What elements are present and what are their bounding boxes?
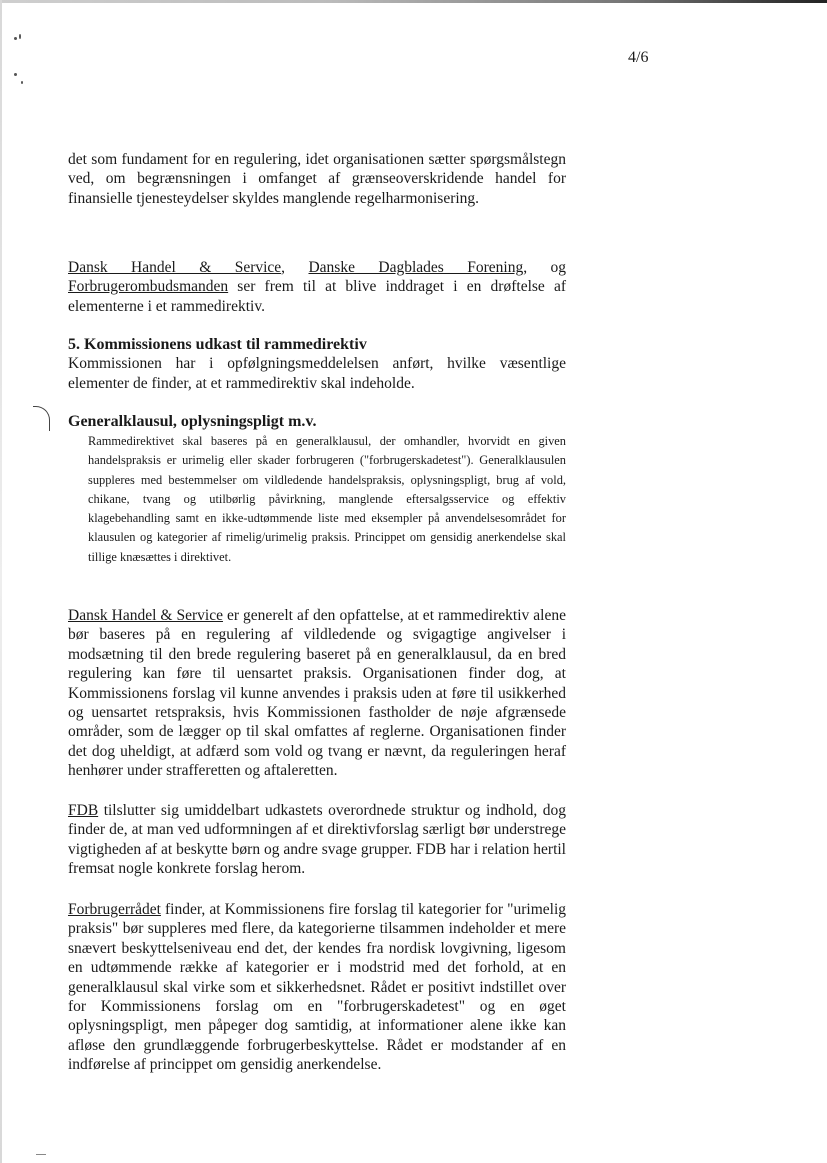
scan-speck — [14, 73, 17, 76]
section-text: Kommissionen har i opfølgningsmeddelelsen anført, hvilke væsentlige elementer de finder, at et rammedirektiv skal indeholde. — [68, 355, 566, 392]
paragraph-forbrugerraadet — [68, 900, 566, 1075]
section-5 — [68, 335, 566, 393]
quoted-proposal: Rammedirektivet skal baseres på en generalklausul, der omhandler, hvorvidt en given handelspraksis er urimelig eller skader forbrugeren ("forbrugerskadetest"). Generalklausulen suppleres med bestemmelser om vildledende handelspraksis, oplysningspligt, brug af vold, chikane, tvang og utilbørlig påvirkning, manglende eftersalgsservice og effektiv klagebehandling samt en ikke-udtømmende liste med eksempler på anvendelsesområdet for klausulen og kategorier af rimelig/urimelig praksis. Princippet om gensidig anerkendelse skal tillige knæsættes i direktivet. — [88, 434, 566, 564]
org-fdb: FDB — [68, 802, 99, 819]
section-heading: 5. Kommissionens udkast til rammedirektiv — [68, 336, 367, 353]
paragraph-text: finder, at Kommissionens fire forslag til kategorier for "urimelig praksis" bør suppleres med flere, da kategorierne tilsammen indeholder et mere snævert beskyttelseniveau end det, der kendes fra nordisk lovgivning, ligesom en udtømmende række af kategorier er i modstrid med det forhold, at en generalklausul skal virke som et sikkerhedsnet. Rådet er positivt indstillet over for Kommissionens forslag om en "forbrugerskadetest" og en øget oplysningspligt, men påpeger dog samtidig, at informationer alene ikke kan afløse den grundlæggende forbrugerbeskyttelse. Rådet er modstander af en indførelse af princippet om gensidig anerkendelse. — [68, 901, 566, 1074]
org-dansk-handel: Dansk Handel & Service — [68, 607, 223, 624]
paragraph-text: tilslutter sig umiddelbart udkastets overordnede struktur og indhold, dog finder de, at man ved udformningen af et direktivforslag særligt bør understrege vigtigheden af at beskytte børn og andre svage grupper. FDB har i relation hertil fremsat nogle konkrete forslag herom. — [68, 802, 566, 878]
scan-speck — [19, 34, 21, 39]
paragraph-dansk-handel — [68, 606, 566, 781]
page-number: 4/6 — [628, 49, 649, 66]
org-dansk-handel: Dansk Handel & Service — [68, 259, 282, 276]
scan-left-edge — [0, 0, 2, 1163]
scan-top-edge — [0, 0, 827, 3]
org-danske-dagblades: Danske Dagblades Forening — [308, 259, 524, 276]
margin-mark — [33, 406, 50, 431]
org-forbrugerombudsmanden: Forbrugerombudsmanden — [68, 278, 229, 296]
scan-speck — [14, 37, 17, 40]
paragraph-financial-services: det som fundament for en regulering, idet organisationen sætter spørgsmålstegn ved, om begrænsningen i omfanget af grænseoverskridende handel for finansielle tjenesteydelser skyldes manglende regelharmonisering. — [68, 151, 566, 207]
paragraph-organisations — [68, 258, 566, 316]
separator: , og — [523, 259, 567, 276]
paragraph-fdb — [68, 801, 566, 879]
subsection-heading: Generalklausul, oplysningspligt m.v. — [68, 413, 317, 430]
separator: , — [281, 259, 309, 276]
paragraph-text: ser frem til at blive inddraget i en drøftelse af elementerne i et rammedirektiv. — [68, 278, 566, 315]
paragraph-text: er generelt af den opfattelse, at et rammedirektiv alene bør baseres på en regulering af vildledende og svigagtige angivelser i modsætning til den brede regulering baseret på en generalklausul, da en bred regulering kan føre til uensartet praksis. Organisationen finder dog, at Kommissionens forslag vil kunne anvendes i praksis uden at føre til usikkerhed og uensartet retspraksis, hvis Kommissionen fastholder de nøje afgrænsede områder, som de lægger op til skal omfattes af reglerne. Organisationen finder det dog uheldigt, at adfærd som vold og tvang er nævnt, da reguleringen heraf henhører under strafferetten og aftaleretten. — [68, 607, 566, 780]
org-forbrugerraadet: Forbrugerrådet — [68, 901, 161, 918]
scan-speck — [21, 81, 23, 84]
scan-mark — [36, 1154, 46, 1155]
